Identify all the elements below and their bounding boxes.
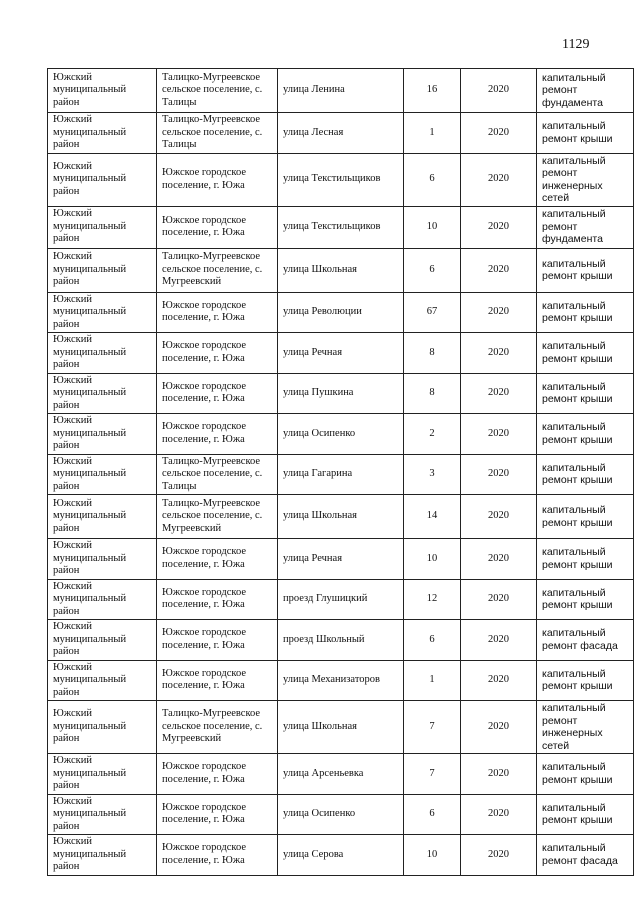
table-row <box>48 701 634 754</box>
year-cell: 2020 <box>461 579 537 620</box>
repair-work-cell: капитальный ремонт крыши <box>537 333 634 374</box>
table-row <box>48 373 634 414</box>
repair-work-cell: капитальный ремонт крыши <box>537 248 634 292</box>
settlement-cell: Южское городское поселение, г. Южа <box>157 373 278 414</box>
repair-work-cell: капитальный ремонт фундамента <box>537 69 634 113</box>
house-number-cell: 6 <box>404 794 461 835</box>
settlement-cell: Южское городское поселение, г. Южа <box>157 579 278 620</box>
settlement-cell: Южское городское поселение, г. Южа <box>157 660 278 701</box>
year-cell: 2020 <box>461 206 537 248</box>
year-cell: 2020 <box>461 292 537 333</box>
table-row <box>48 333 634 374</box>
district-cell: Южский муниципальный район <box>48 495 157 539</box>
district-cell: Южский муниципальный район <box>48 794 157 835</box>
house-number-cell: 10 <box>404 539 461 580</box>
table-row <box>48 153 634 206</box>
table-row <box>48 794 634 835</box>
year-cell: 2020 <box>461 620 537 661</box>
district-cell: Южский муниципальный район <box>48 414 157 455</box>
year-cell: 2020 <box>461 794 537 835</box>
street-cell: проезд Школьный <box>278 620 404 661</box>
repair-work-cell: капитальный ремонт инженерных сетей <box>537 701 634 754</box>
repair-work-cell: капитальный ремонт крыши <box>537 292 634 333</box>
street-cell: улица Школьная <box>278 248 404 292</box>
district-cell: Южский муниципальный район <box>48 701 157 754</box>
house-number-cell: 8 <box>404 373 461 414</box>
repair-work-cell: капитальный ремонт инженерных сетей <box>537 153 634 206</box>
district-cell: Южский муниципальный район <box>48 153 157 206</box>
house-number-cell: 1 <box>404 660 461 701</box>
house-number-cell: 2 <box>404 414 461 455</box>
street-cell: улица Школьная <box>278 495 404 539</box>
repair-work-cell: капитальный ремонт крыши <box>537 495 634 539</box>
settlement-cell: Южское городское поселение, г. Южа <box>157 794 278 835</box>
repair-work-cell: капитальный ремонт крыши <box>537 414 634 455</box>
table-row <box>48 248 634 292</box>
settlement-cell: Южское городское поселение, г. Южа <box>157 153 278 206</box>
year-cell: 2020 <box>461 333 537 374</box>
repair-work-cell: капитальный ремонт крыши <box>537 539 634 580</box>
street-cell: улица Арсеньевка <box>278 754 404 795</box>
settlement-cell: Южское городское поселение, г. Южа <box>157 620 278 661</box>
settlement-cell: Талицко-Мугреевское сельское поселение, с. Мугреевский <box>157 495 278 539</box>
table-row <box>48 454 634 495</box>
year-cell: 2020 <box>461 153 537 206</box>
table-row <box>48 754 634 795</box>
house-number-cell: 8 <box>404 333 461 374</box>
settlement-cell: Южское городское поселение, г. Южа <box>157 835 278 876</box>
street-cell: улица Гагарина <box>278 454 404 495</box>
year-cell: 2020 <box>461 495 537 539</box>
street-cell: улица Осипенко <box>278 414 404 455</box>
settlement-cell: Талицко-Мугреевское сельское поселение, с. Мугреевский <box>157 248 278 292</box>
district-cell: Южский муниципальный район <box>48 620 157 661</box>
house-number-cell: 6 <box>404 153 461 206</box>
year-cell: 2020 <box>461 754 537 795</box>
table-row <box>48 620 634 661</box>
repair-work-cell: капитальный ремонт фундамента <box>537 206 634 248</box>
year-cell: 2020 <box>461 373 537 414</box>
district-cell: Южский муниципальный район <box>48 113 157 154</box>
settlement-cell: Талицко-Мугреевское сельское поселение, с. Талицы <box>157 113 278 154</box>
district-cell: Южский муниципальный район <box>48 754 157 795</box>
house-number-cell: 7 <box>404 701 461 754</box>
house-number-cell: 6 <box>404 248 461 292</box>
settlement-cell: Талицко-Мугреевское сельское поселение, с. Талицы <box>157 69 278 113</box>
year-cell: 2020 <box>461 248 537 292</box>
district-cell: Южский муниципальный район <box>48 292 157 333</box>
repair-work-cell: капитальный ремонт крыши <box>537 579 634 620</box>
table-row <box>48 69 634 113</box>
district-cell: Южский муниципальный район <box>48 660 157 701</box>
street-cell: улица Текстильщиков <box>278 153 404 206</box>
repair-work-cell: капитальный ремонт фасада <box>537 835 634 876</box>
settlement-cell: Талицко-Мугреевское сельское поселение, с. Талицы <box>157 454 278 495</box>
table-row <box>48 414 634 455</box>
year-cell: 2020 <box>461 414 537 455</box>
table-row <box>48 539 634 580</box>
district-cell: Южский муниципальный район <box>48 454 157 495</box>
house-number-cell: 12 <box>404 579 461 620</box>
street-cell: улица Ленина <box>278 69 404 113</box>
settlement-cell: Южское городское поселение, г. Южа <box>157 414 278 455</box>
street-cell: улица Школьная <box>278 701 404 754</box>
street-cell: улица Лесная <box>278 113 404 154</box>
settlement-cell: Южское городское поселение, г. Южа <box>157 754 278 795</box>
table-row <box>48 835 634 876</box>
street-cell: улица Механизаторов <box>278 660 404 701</box>
street-cell: улица Речная <box>278 333 404 374</box>
year-cell: 2020 <box>461 454 537 495</box>
street-cell: улица Пушкина <box>278 373 404 414</box>
settlement-cell: Южское городское поселение, г. Южа <box>157 333 278 374</box>
street-cell: проезд Глушицкий <box>278 579 404 620</box>
repair-work-cell: капитальный ремонт крыши <box>537 454 634 495</box>
street-cell: улица Речная <box>278 539 404 580</box>
house-number-cell: 10 <box>404 835 461 876</box>
housing-repair-table <box>47 68 634 876</box>
house-number-cell: 1 <box>404 113 461 154</box>
repair-work-cell: капитальный ремонт крыши <box>537 113 634 154</box>
house-number-cell: 7 <box>404 754 461 795</box>
district-cell: Южский муниципальный район <box>48 373 157 414</box>
table-row <box>48 113 634 154</box>
street-cell: улица Осипенко <box>278 794 404 835</box>
house-number-cell: 3 <box>404 454 461 495</box>
house-number-cell: 10 <box>404 206 461 248</box>
year-cell: 2020 <box>461 660 537 701</box>
year-cell: 2020 <box>461 113 537 154</box>
table-row <box>48 660 634 701</box>
repair-work-cell: капитальный ремонт крыши <box>537 794 634 835</box>
settlement-cell: Южское городское поселение, г. Южа <box>157 292 278 333</box>
house-number-cell: 6 <box>404 620 461 661</box>
repair-work-cell: капитальный ремонт крыши <box>537 373 634 414</box>
page-number: 1129 <box>562 37 590 52</box>
district-cell: Южский муниципальный район <box>48 69 157 113</box>
district-cell: Южский муниципальный район <box>48 579 157 620</box>
table-body <box>48 69 634 876</box>
year-cell: 2020 <box>461 701 537 754</box>
house-number-cell: 16 <box>404 69 461 113</box>
table-row <box>48 495 634 539</box>
street-cell: улица Серова <box>278 835 404 876</box>
district-cell: Южский муниципальный район <box>48 539 157 580</box>
district-cell: Южский муниципальный район <box>48 835 157 876</box>
house-number-cell: 67 <box>404 292 461 333</box>
district-cell: Южский муниципальный район <box>48 333 157 374</box>
table-row <box>48 292 634 333</box>
street-cell: улица Текстильщиков <box>278 206 404 248</box>
district-cell: Южский муниципальный район <box>48 248 157 292</box>
settlement-cell: Южское городское поселение, г. Южа <box>157 539 278 580</box>
table-row <box>48 206 634 248</box>
street-cell: улица Революции <box>278 292 404 333</box>
repair-work-cell: капитальный ремонт фасада <box>537 620 634 661</box>
settlement-cell: Южское городское поселение, г. Южа <box>157 206 278 248</box>
repair-work-cell: капитальный ремонт крыши <box>537 660 634 701</box>
year-cell: 2020 <box>461 69 537 113</box>
table-row <box>48 579 634 620</box>
year-cell: 2020 <box>461 835 537 876</box>
repair-work-cell: капитальный ремонт крыши <box>537 754 634 795</box>
district-cell: Южский муниципальный район <box>48 206 157 248</box>
settlement-cell: Талицко-Мугреевское сельское поселение, с. Мугреевский <box>157 701 278 754</box>
year-cell: 2020 <box>461 539 537 580</box>
house-number-cell: 14 <box>404 495 461 539</box>
